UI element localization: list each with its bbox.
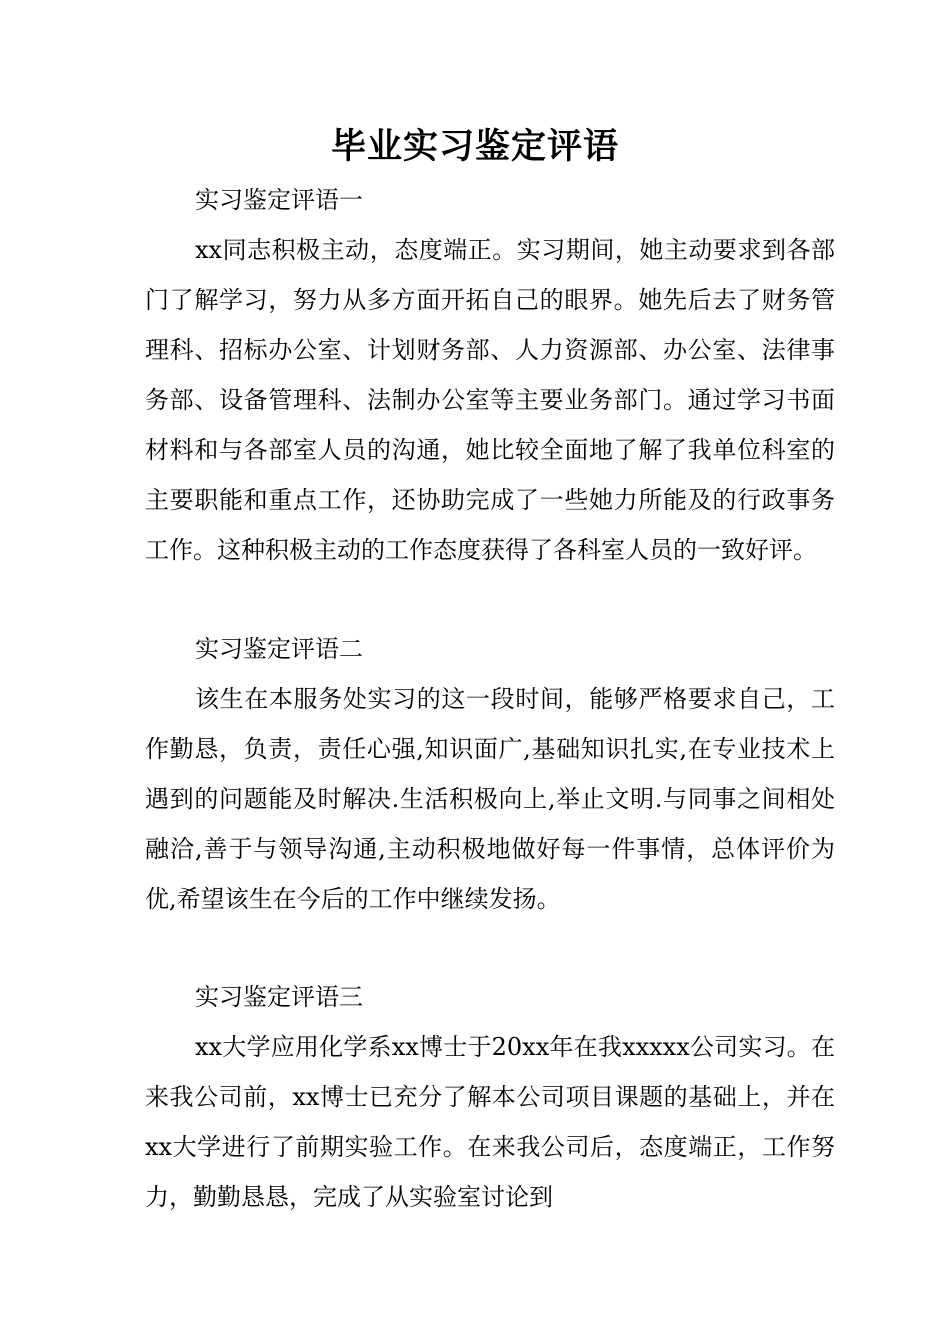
section-body-1: xx同志积极主动，态度端正。实习期间，她主动要求到各部门了解学习，努力从多方面开拓自己的眼界。她先后去了财务管理科、招标办公室、计划财务部、人力资源部、办公室、法律事务部、设备管理科、法制办公室等主要业务部门。通过学习书面材料和与各部室人员的沟通，她比较全面地了解了我单位科室的主要职能和重点工作，还协助完成了一些她力所能及的行政事务工作。这种积极主动的工作态度获得了各科室人员的一致好评。 [145,236,835,564]
section-heading-3: 实习鉴定评语三 [195,983,363,1011]
section-heading-2: 实习鉴定评语二 [195,635,363,663]
section-body-3: xx大学应用化学系xx博士于20xx年在我xxxxx公司实习。在来我公司前，xx博士已充分了解本公司项目课题的基础上，并在xx大学进行了前期实验工作。在来我公司后，态度端正，工作努力，勤勤恳恳，完成了从实验室讨论到 [145,1033,835,1211]
document-title: 毕业实习鉴定评语 [330,126,619,167]
section-heading-1: 实习鉴定评语一 [195,186,363,214]
section-body-2: 该生在本服务处实习的这一段时间，能够严格要求自己，工作勤恳，负责，责任心强,知识面广,基础知识扎实,在专业技术上遇到的问题能及时解决.生活积极向上,举止文明.与同事之间相处融洽,善于与领导沟通,主动积极地做好每一件事情，总体评价为优,希望该生在今后的工作中继续发扬。 [145,685,835,913]
